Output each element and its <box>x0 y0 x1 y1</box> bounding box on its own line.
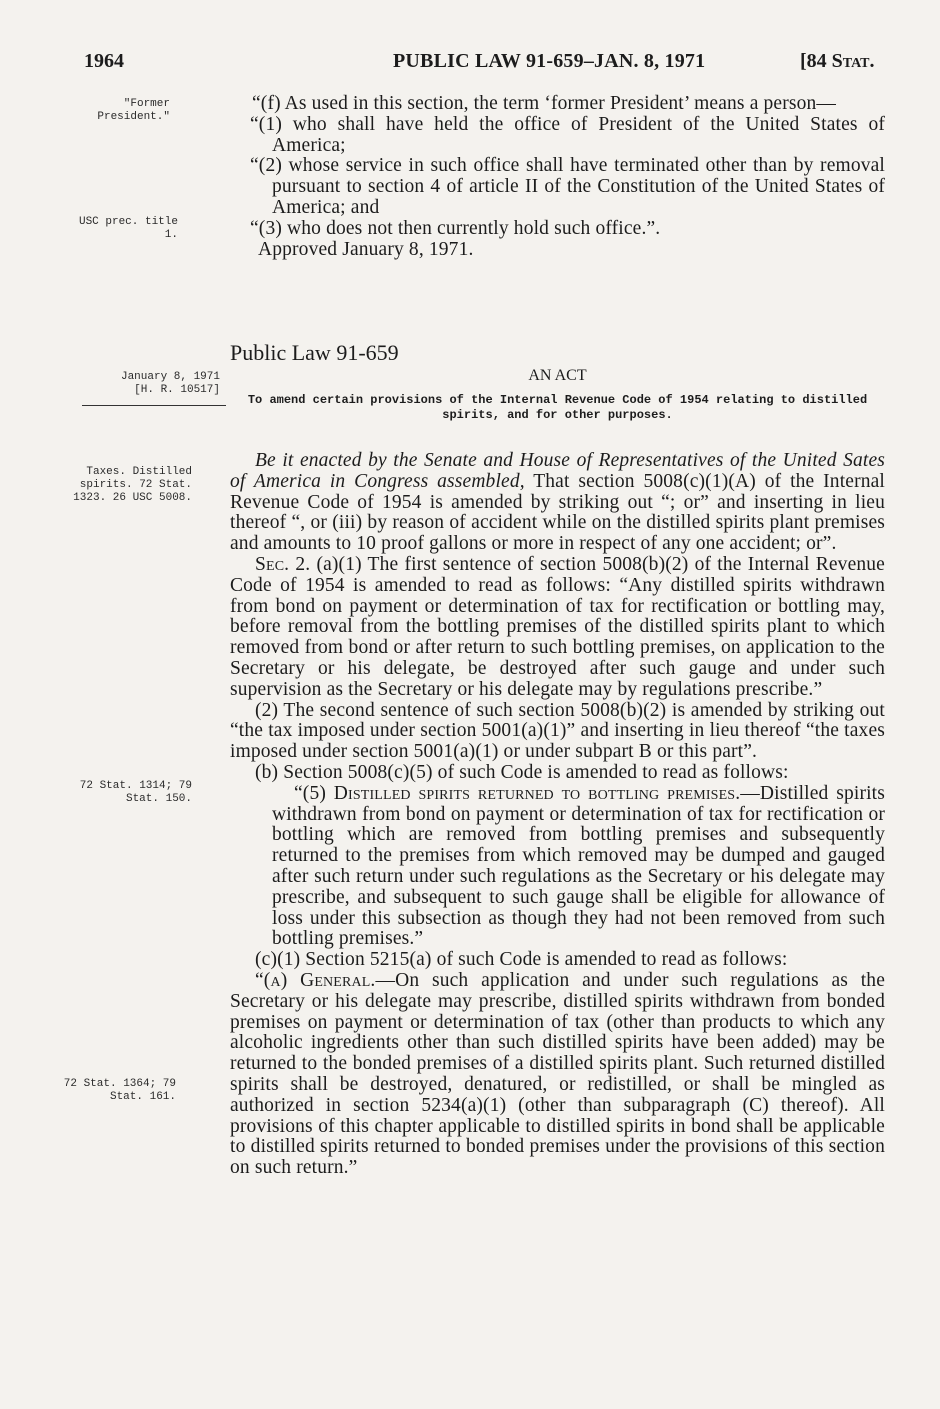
paragraph-5-heading: “(5) Distilled spirits returned to bottling premises. <box>294 782 741 804</box>
margin-note-date-bill <box>60 371 220 397</box>
page-header <box>0 50 940 80</box>
margin-divider <box>82 405 226 406</box>
section-2-a-1-text: (a)(1) The first sentence of section 5008(b)(2) of the Internal Revenue Code of 1954 is amended to read as follows: “Any distilled spirits withdrawn from bond on payment or determination of tax for rectification or bottling may, before removal from the bottling premises of the distilled spirits plant to which removed from bond or after return to such bottling premises, on application to the Secretary or his delegate, be destroyed after such gauge and under such supervision as the Secretary or his delegate may by regulations prescribe.” <box>230 553 885 700</box>
section-1 <box>230 451 885 555</box>
running-title: PUBLIC LAW 91-659–JAN. 8, 1971 <box>393 50 706 72</box>
margin-note-stat-1314: 72 Stat. 1314; 79 Stat. 150. <box>79 780 192 805</box>
margin-note-former-president: "Former President." <box>97 98 170 123</box>
statute-volume <box>800 50 875 73</box>
quoted-subsection-a <box>230 971 885 1179</box>
page-number: 1964 <box>84 50 124 72</box>
section-1-text: That section 5008(c)(1)(A) of the Internal Revenue Code of 1954 is amended by striking out “; or” and inserting in lieu thereof “, or (iii) by reason of accident while on the distilled spirits plant premises and amounts to 10 proof gallons or more in respect of any one accident; or”. <box>230 470 885 555</box>
section-2-c-1: (c)(1) Section 5215(a) of such Code is amended to read as follows: <box>255 949 788 971</box>
act-body <box>230 451 885 1179</box>
approved-date: Approved January 8, 1971. <box>258 238 474 260</box>
statute-label: Stat. <box>831 50 875 72</box>
statute-prefix: [84 <box>800 50 832 72</box>
section-2-a-1 <box>230 555 885 701</box>
act-purpose: To amend certain provisions of the Internal Revenue Code of 1954 relating to distilled spirits, and for other purposes. <box>247 393 868 422</box>
margin-note-taxes: Taxes. Distilled spirits. 72 Stat. 1323. 26 USC 5008. <box>73 466 192 504</box>
section-2-a-2: (2) The second sentence of such section 5008(b)(2) is amended by striking out “the tax imposed under section 5001(a)(1)” and inserting in lieu thereof “the taxes imposed under section 5001(a)(1) or under subpart B or this part”. <box>230 699 885 763</box>
margin-note-usc-prec: USC prec. title 1. <box>78 216 178 241</box>
section-f-block <box>230 94 885 260</box>
public-law-title: Public Law 91-659 <box>230 340 399 365</box>
section-2-b: (b) Section 5008(c)(5) of such Code is amended to read as follows: <box>255 761 789 783</box>
an-act-label: AN ACT <box>528 367 587 384</box>
quoted-paragraph-5 <box>230 784 885 950</box>
section-f-item-1: “(1) who shall have held the office of President of the United States of America; <box>250 113 885 156</box>
section-2-label: Sec. 2. <box>255 553 311 575</box>
paragraph-5-text: —Distilled spirits withdrawn from bond on payment or determination of tax for rectification or bottling which are removed from bottling premises and subsequently returned to the premises from which removed may be dumped and gauged after such return under such regulations as the Secretary or his delegate may prescribe, and subsequent to such gauge shall be eligible for allowance of loss under this subsection as though they had not been removed from such bottling premises.” <box>272 782 885 950</box>
subsection-a-text: —On such application and under such regulations as the Secretary or his delegate may prescribe, distilled spirits withdrawn from bonded premises on payment or determination of tax (other than products to which any alcoholic ingredients other than such distilled spirits have been added) may be returned to the bonded premises of a distilled spirits plant. Such returned distilled spirits shall be destroyed, denatured, or redistilled, or shall be mingled as authorized in section 5234(a)(1) (other than subparagraph (C) thereof). All provisions of this chapter applicable to distilled spirits in bond shall be applicable to distilled spirits returned to bonded premises under the provisions of this section on such return.” <box>230 969 885 1179</box>
enacting-clause: Be it enacted by the Senate and House of Representatives of the United Sates of America in Congress assembled, <box>230 450 885 492</box>
margin-bill-number: [H. R. 10517] <box>134 384 220 396</box>
margin-date: January 8, 1971 <box>120 371 220 383</box>
section-f-item-2: “(2) whose service in such office shall have terminated other than by removal pursuant to section 4 of article II of the Constitution of the United States of America; and <box>250 155 885 218</box>
section-f-item-3: “(3) who does not then currently hold such office.”. <box>250 217 661 239</box>
margin-note-stat-1364: 72 Stat. 1364; 79 Stat. 161. <box>63 1078 176 1103</box>
section-f-intro: “(f) As used in this section, the term ‘former President’ means a person— <box>252 93 837 114</box>
subsection-a-heading: “(a) General. <box>255 969 376 991</box>
